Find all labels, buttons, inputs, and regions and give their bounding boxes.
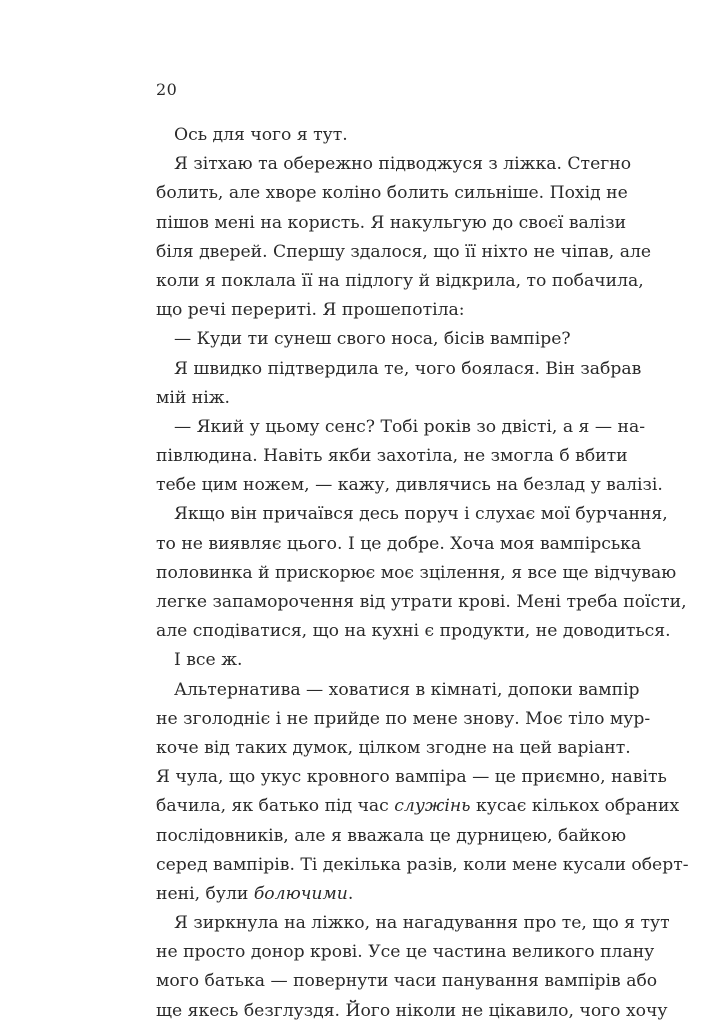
italic-word: служінь xyxy=(394,796,471,817)
text-line: Я чула, що укус кровного вампіра — це приємно, навіть xyxy=(156,767,667,788)
text-line: півлюдина. Навіть якби захотіла, не змогла б вбити xyxy=(156,446,628,467)
text-line: Я швидко підтвердила те, чого боялася. Він забрав xyxy=(174,358,642,379)
text-line: Ось для чого я тут. xyxy=(174,125,348,145)
text-line: але сподіватися, що на кухні є продукти, не доводиться. xyxy=(156,621,671,642)
text-line: коче від таких думок, цілком згодне на цей варіант. xyxy=(156,737,631,758)
text-line: половинка й прискорює моє зцілення, я все ще відчуваю xyxy=(156,562,677,583)
text-line: не просто донор крові. Усе це частина великого плану xyxy=(156,942,655,963)
text-line: мій ніж. xyxy=(156,387,231,408)
text-line: нені, були болючими. xyxy=(156,883,354,904)
text-line: легке запаморочення від утрати крові. Мені треба поїсти, xyxy=(156,592,687,612)
text-line: то не виявляє цього. І це добре. Хоча моя вампірська xyxy=(156,533,642,554)
text-line: тебе цим ножем, — кажу, дивлячись на безлад у валізі. xyxy=(156,475,663,496)
text-line: бачила, як батько під час служінь кусає кількох обраних xyxy=(156,796,680,817)
text-line: Альтернатива — ховатися в кімнаті, допоки вампір xyxy=(174,679,640,700)
text-line: не зголодніє і не прийде по мене знову. Моє тіло мур- xyxy=(156,708,651,729)
text-line: Я зиркнула на ліжко, на нагадування про те, що я тут xyxy=(174,913,670,934)
text-line: коли я поклала її на підлогу й відкрила, то побачила, xyxy=(156,270,644,291)
text-line: Якщо він причаївся десь поруч і слухає мої бурчання, xyxy=(174,504,668,525)
text-line: мого батька — повернути часи панування вампірів або xyxy=(156,971,658,992)
italic-word: болючими xyxy=(253,883,348,904)
text-line: біля дверей. Спершу здалося, що її ніхто не чіпав, але xyxy=(156,241,652,262)
text-line: послідовників, але я вважала це дурницею, байкою xyxy=(156,825,627,846)
text-line: І все ж. xyxy=(174,650,243,671)
body-text xyxy=(156,121,689,1026)
text-line: пішов мені на користь. Я накульгую до своєї валізи xyxy=(156,212,627,233)
text-line: Я зітхаю та обережно підводжуся з ліжка. Стегно xyxy=(174,154,632,175)
text-line: болить, але хворе коліно болить сильніше. Похід не xyxy=(156,183,628,204)
page-number: 20 xyxy=(156,80,178,99)
text-line: ще якесь безглуздя. Його ніколи не цікавило, чого хочу xyxy=(156,1000,668,1021)
text-line: — Який у цьому сенс? Тобі років зо двісті, а я — на- xyxy=(174,416,646,437)
text-line: серед вампірів. Ті декілька разів, коли мене кусали оберт- xyxy=(156,854,689,875)
text-line: — Куди ти сунеш свого носа, бісів вампіре? xyxy=(174,329,571,350)
text-line: що речі перериті. Я прошепотіла: xyxy=(156,300,465,321)
